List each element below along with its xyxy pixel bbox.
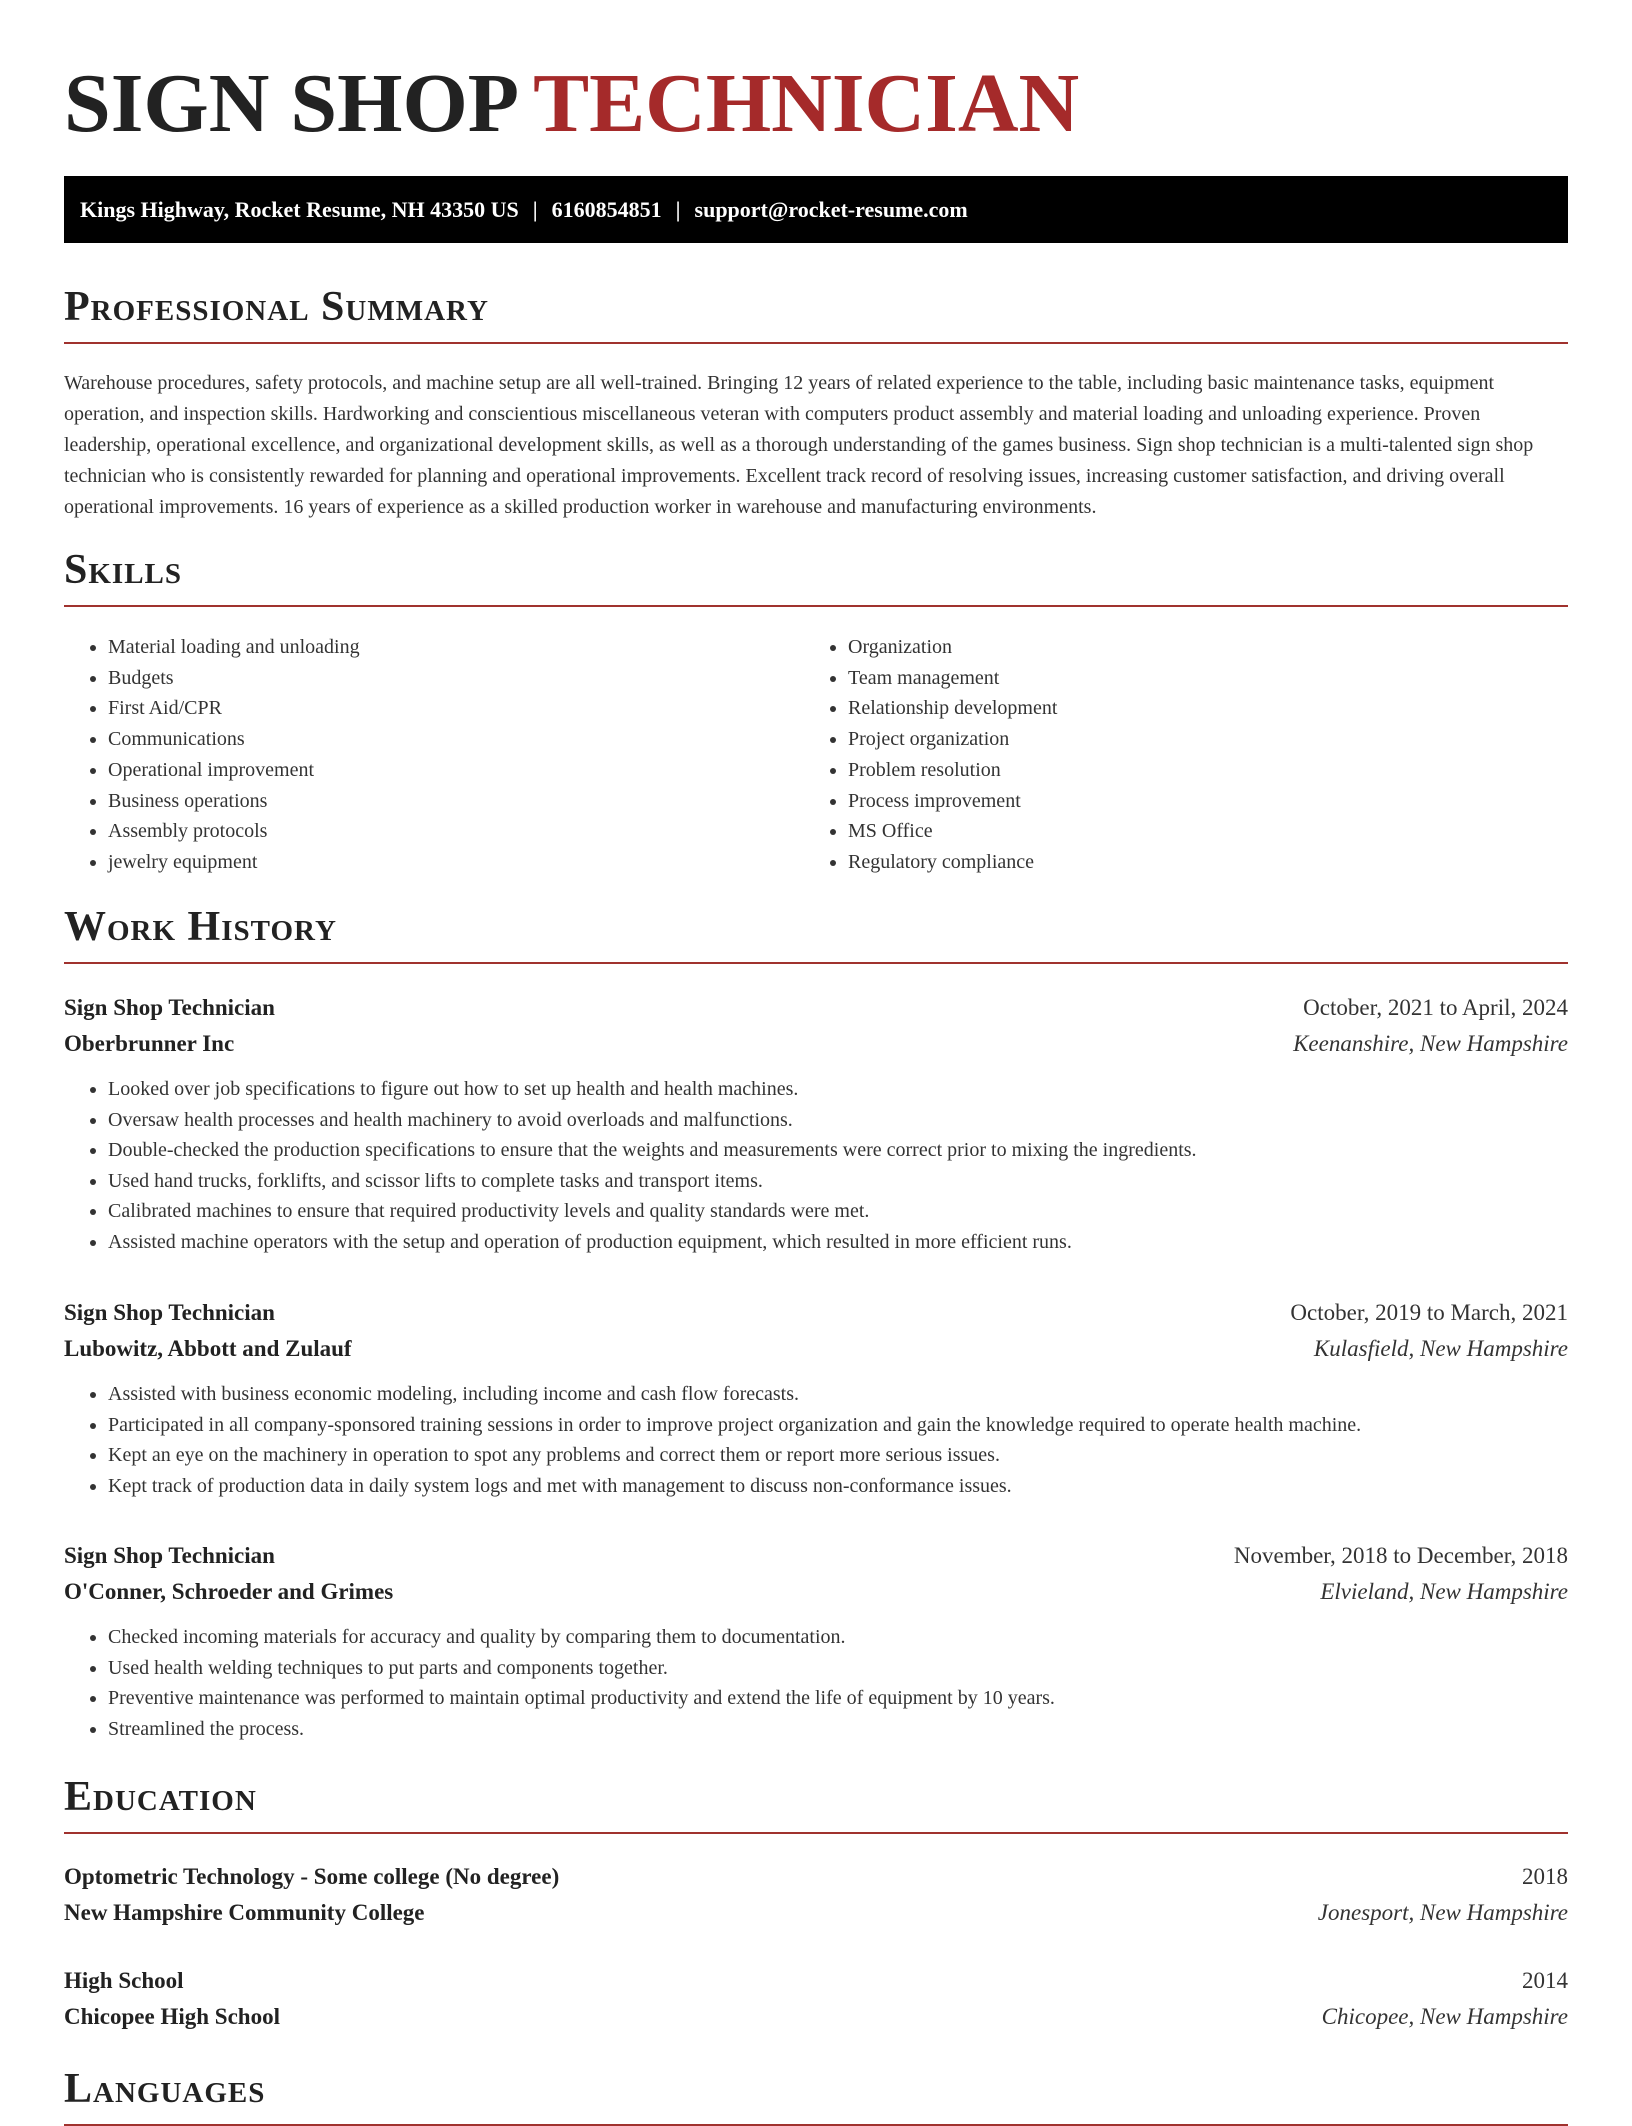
contact-email: support@rocket-resume.com — [694, 197, 968, 222]
education-degree: High School — [64, 1968, 184, 1993]
job-bullet: • Double-checked the production specifications to ensure that the weights and measurements were correct prior to mixing the ingredients. — [108, 1135, 1568, 1166]
job-location: Elvieland, New Hampshire — [1320, 1579, 1568, 1604]
skill-item: • First Aid/CPR — [108, 693, 804, 724]
skill-item: • Material loading and unloading — [108, 632, 804, 663]
job-bullet: • Used hand trucks, forklifts, and scissor lifts to complete tasks and transport items. — [108, 1166, 1568, 1197]
contact-address: Kings Highway, Rocket Resume, NH 43350 US — [80, 197, 519, 222]
skill-item: • MS Office — [848, 816, 1544, 847]
job-bullet: • Looked over job specifications to figure out how to set up health and health machines. — [108, 1074, 1568, 1105]
job-bullet: • Assisted with business economic modeling, including income and cash flow forecasts. — [108, 1379, 1568, 1410]
job-dates: October, 2021 to April, 2024 — [1303, 995, 1568, 1020]
section-title-summary: Professional Summary — [64, 282, 1568, 344]
job-title: Sign Shop Technician — [64, 995, 275, 1020]
job-location: Kulasfield, New Hampshire — [1313, 1336, 1568, 1361]
job-title: Sign Shop Technician — [64, 1543, 275, 1568]
skill-item: • Regulatory compliance — [848, 847, 1544, 878]
section-title-work-history: Work History — [64, 902, 1568, 964]
section-title-languages: Languages — [64, 2064, 1568, 2126]
job-bullet: • Checked incoming materials for accuracy and quality by comparing them to documentation. — [108, 1622, 1568, 1653]
job-company: O'Conner, Schroeder and Grimes — [64, 1579, 394, 1604]
job-entry — [64, 990, 1568, 1258]
education-entry — [64, 1859, 1568, 1931]
job-company: Lubowitz, Abbott and Zulauf — [64, 1336, 352, 1361]
job-bullet: • Streamlined the process. — [108, 1714, 1568, 1745]
contact-separator: | — [675, 197, 681, 222]
job-bullet: • Kept an eye on the machinery in operation to spot any problems and correct them or report more serious issues. — [108, 1440, 1568, 1471]
skills-column-left — [64, 632, 804, 878]
education-school: Chicopee High School — [64, 2004, 280, 2029]
skill-item: • Project organization — [848, 724, 1544, 755]
job-bullet: • Oversaw health processes and health machinery to avoid overloads and malfunctions. — [108, 1105, 1568, 1136]
skill-item: • Assembly protocols — [108, 816, 804, 847]
contact-bar — [64, 176, 1568, 243]
section-title-skills: Skills — [64, 545, 1568, 607]
skill-item: • Problem resolution — [848, 755, 1544, 786]
resume-name — [64, 0, 1568, 150]
job-bullets — [64, 1622, 1568, 1744]
skills-list — [64, 632, 1568, 878]
job-entry — [64, 1295, 1568, 1501]
resume-page — [64, 0, 1568, 2112]
skill-item: • Budgets — [108, 663, 804, 694]
education-school: New Hampshire Community College — [64, 1900, 425, 1925]
skill-item: • Relationship development — [848, 693, 1544, 724]
job-bullet: • Participated in all company-sponsored training sessions in order to improve project organization and gain the knowledge required to operate health machine. — [108, 1410, 1568, 1441]
job-bullets — [64, 1379, 1568, 1501]
education-location: Jonesport, New Hampshire — [1317, 1900, 1568, 1925]
job-bullet: • Calibrated machines to ensure that required productivity levels and quality standards were met. — [108, 1196, 1568, 1227]
skill-item: • Organization — [848, 632, 1544, 663]
job-entry — [64, 1538, 1568, 1744]
job-bullet: • Assisted machine operators with the setup and operation of production equipment, which resulted in more efficient runs. — [108, 1227, 1568, 1258]
skill-item: • Team management — [848, 663, 1544, 694]
name-first: SIGN SHOP — [64, 57, 520, 150]
job-title: Sign Shop Technician — [64, 1300, 275, 1325]
contact-separator: | — [532, 197, 538, 222]
job-location: Keenanshire, New Hampshire — [1293, 1031, 1568, 1056]
skills-column-right — [804, 632, 1544, 878]
job-dates: October, 2019 to March, 2021 — [1290, 1300, 1568, 1325]
skill-item: • Operational improvement — [108, 755, 804, 786]
education-location: Chicopee, New Hampshire — [1321, 2004, 1568, 2029]
job-bullet: • Preventive maintenance was performed to maintain optimal productivity and extend the life of equipment by 10 years. — [108, 1683, 1568, 1714]
education-year: 2018 — [1522, 1864, 1568, 1889]
skill-item: • Process improvement — [848, 786, 1544, 817]
job-bullets — [64, 1074, 1568, 1258]
education-degree: Optometric Technology - Some college (No degree) — [64, 1864, 560, 1889]
job-company: Oberbrunner Inc — [64, 1031, 235, 1056]
job-bullet: • Kept track of production data in daily system logs and met with management to discuss non-conformance issues. — [108, 1471, 1568, 1502]
skill-item: • jewelry equipment — [108, 847, 804, 878]
name-last: TECHNICIAN — [533, 57, 1080, 150]
job-dates: November, 2018 to December, 2018 — [1233, 1543, 1568, 1568]
summary-text: Warehouse procedures, safety protocols, and machine setup are all well-trained. Bringing 12 years of related experience to the table, including basic maintenance tasks, equipment operation, and inspection skills. Hardworking and conscientious miscellaneous veteran with computers product assembly and material loading and unloading experience. Proven leadership, operational excellence, and organizational development skills, as well as a thorough understanding of the games business. Sign shop technician is a multi-talented sign shop technician who is consistently rewarded for planning and operational improvements. Excellent track record of resolving issues, increasing customer satisfaction, and driving overall operational improvements. 16 years of experience as a skilled production worker in warehouse and manufacturing environments. — [64, 372, 1534, 518]
skill-item: • Business operations — [108, 786, 804, 817]
section-title-education: Education — [64, 1772, 1568, 1834]
education-entry — [64, 1963, 1568, 2035]
education-year: 2014 — [1522, 1968, 1568, 1993]
job-bullet: • Used health welding techniques to put parts and components together. — [108, 1653, 1568, 1684]
contact-phone: 6160854851 — [551, 197, 662, 222]
skill-item: • Communications — [108, 724, 804, 755]
